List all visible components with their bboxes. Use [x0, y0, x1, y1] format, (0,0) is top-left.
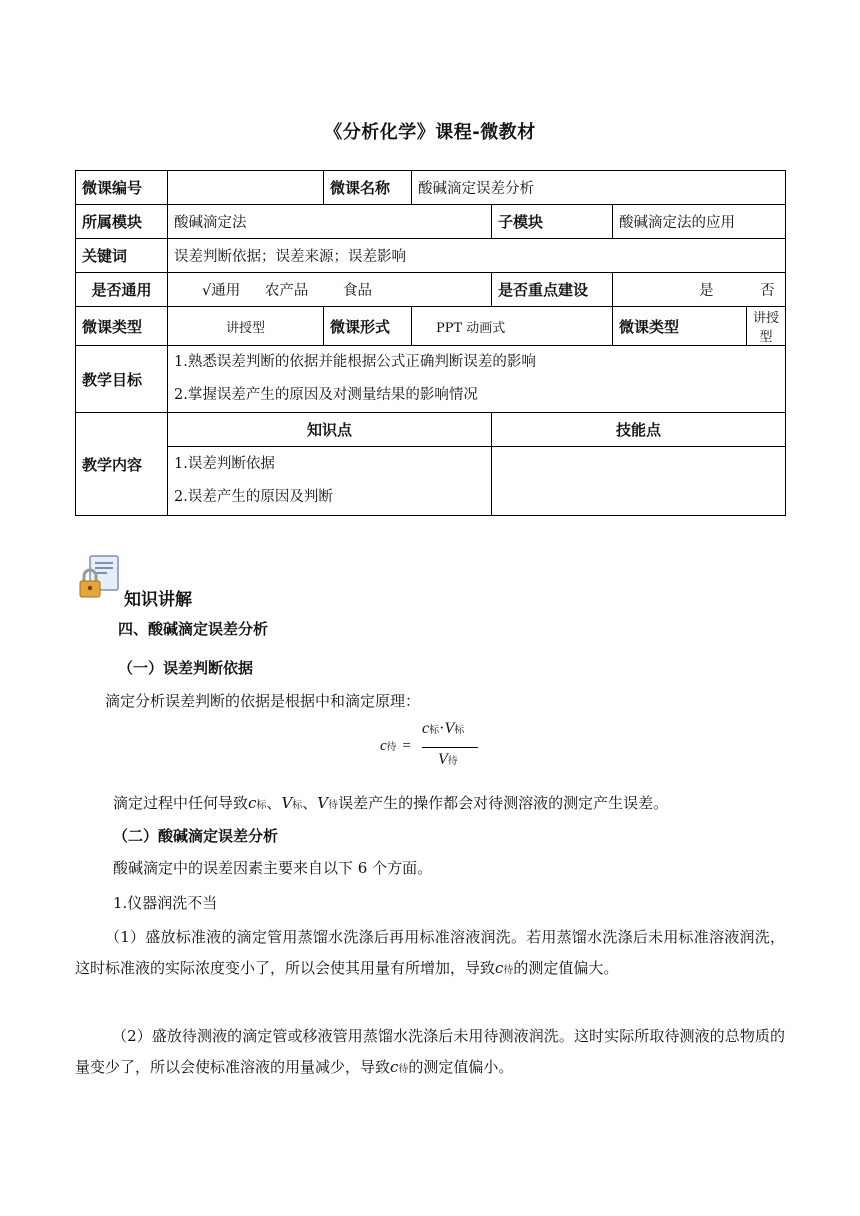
value-goals [168, 346, 786, 413]
formula-numerator: c标·V标 [422, 720, 465, 737]
label-submodule: 子模块 [492, 205, 613, 239]
option-agri: 农产品 [264, 283, 309, 299]
label-keywords: 关键词 [76, 239, 168, 273]
option-food: 食品 [342, 283, 372, 299]
formula-lhs: c待 = [380, 738, 411, 754]
label-micro-type-2: 微课类型 [613, 307, 747, 346]
option-general: √通用 [202, 283, 241, 299]
goal-1: 1.熟悉误差判断的依据并能根据公式正确判断误差的影响 [174, 354, 536, 370]
value-module: 酸碱滴定法 [168, 205, 492, 239]
section-heading: 知识讲解 [124, 590, 192, 610]
section-4-2-title: （二）酸碱滴定误差分析 [113, 827, 279, 845]
value-key-build [613, 273, 786, 307]
value-skill [492, 447, 786, 516]
paragraph-case-2: （2）盛放待测液的滴定管或移液管用蒸馏水洗涤后未用待测液润洗。这时实际所取待测液的总物质的量变少了，所以会使标准溶液的用量减少，导致c待的测定值偏小。 [75, 1027, 785, 1076]
value-submodule: 酸碱滴定法的应用 [613, 205, 786, 239]
knowledge-1: 1.误差判断依据 [174, 456, 275, 472]
value-keywords: 误差判断依据；误差来源；误差影响 [168, 239, 786, 273]
paragraph-principle: 滴定分析误差判断的依据是根据中和滴定原理： [105, 692, 421, 710]
paragraph-six-factors: 酸碱滴定中的误差因素主要来自以下 6 个方面。 [113, 859, 433, 877]
section-4-1-title: （一）误差判断依据 [118, 659, 254, 677]
value-micro-type-2: 讲授型 [747, 307, 786, 346]
header-skill: 技能点 [492, 413, 786, 447]
value-micro-id [168, 171, 324, 205]
label-micro-form: 微课形式 [324, 307, 412, 346]
label-module: 所属模块 [76, 205, 168, 239]
lock-document-icon [78, 554, 124, 600]
paragraph-item-1: 1.仪器润洗不当 [113, 894, 218, 912]
value-knowledge [168, 447, 492, 516]
fraction-bar [422, 747, 478, 748]
option-yes: 是 [699, 283, 714, 299]
label-micro-type: 微课类型 [76, 307, 168, 346]
paragraph-case-1: （1）盛放标准液的滴定管用蒸馏水洗涤后再用标准溶液润洗。若用蒸馏水洗涤后未用标准溶液润洗，这时标准液的实际浓度变小了，所以会使其用量有所增加，导致c待的测定值偏大。 [75, 928, 785, 977]
label-micro-id: 微课编号 [76, 171, 168, 205]
option-no: 否 [760, 283, 775, 299]
label-general: 是否通用 [76, 273, 168, 307]
value-general [168, 273, 492, 307]
goal-2: 2.掌握误差产生的原因及对测量结果的影响情况 [174, 387, 478, 403]
section-4-title: 四、酸碱滴定误差分析 [118, 620, 269, 638]
formula-denominator: V待 [438, 751, 458, 768]
titration-formula [380, 718, 490, 782]
value-micro-name: 酸碱滴定误差分析 [412, 171, 786, 205]
course-info-table [75, 170, 786, 516]
header-knowledge: 知识点 [168, 413, 492, 447]
knowledge-2: 2.误差产生的原因及判断 [174, 489, 333, 505]
paragraph-error-cause: 滴定过程中任何导致c标、V标、V待误差产生的操作都会对待测溶液的测定产生误差。 [113, 794, 669, 812]
label-micro-name: 微课名称 [324, 171, 412, 205]
label-key-build: 是否重点建设 [492, 273, 613, 307]
label-goals: 教学目标 [76, 346, 168, 413]
page-title: 《分析化学》课程-微教材 [324, 122, 536, 143]
value-micro-type: 讲授型 [168, 307, 324, 346]
label-content: 教学内容 [76, 413, 168, 516]
value-micro-form: PPT 动画式 [412, 307, 613, 346]
